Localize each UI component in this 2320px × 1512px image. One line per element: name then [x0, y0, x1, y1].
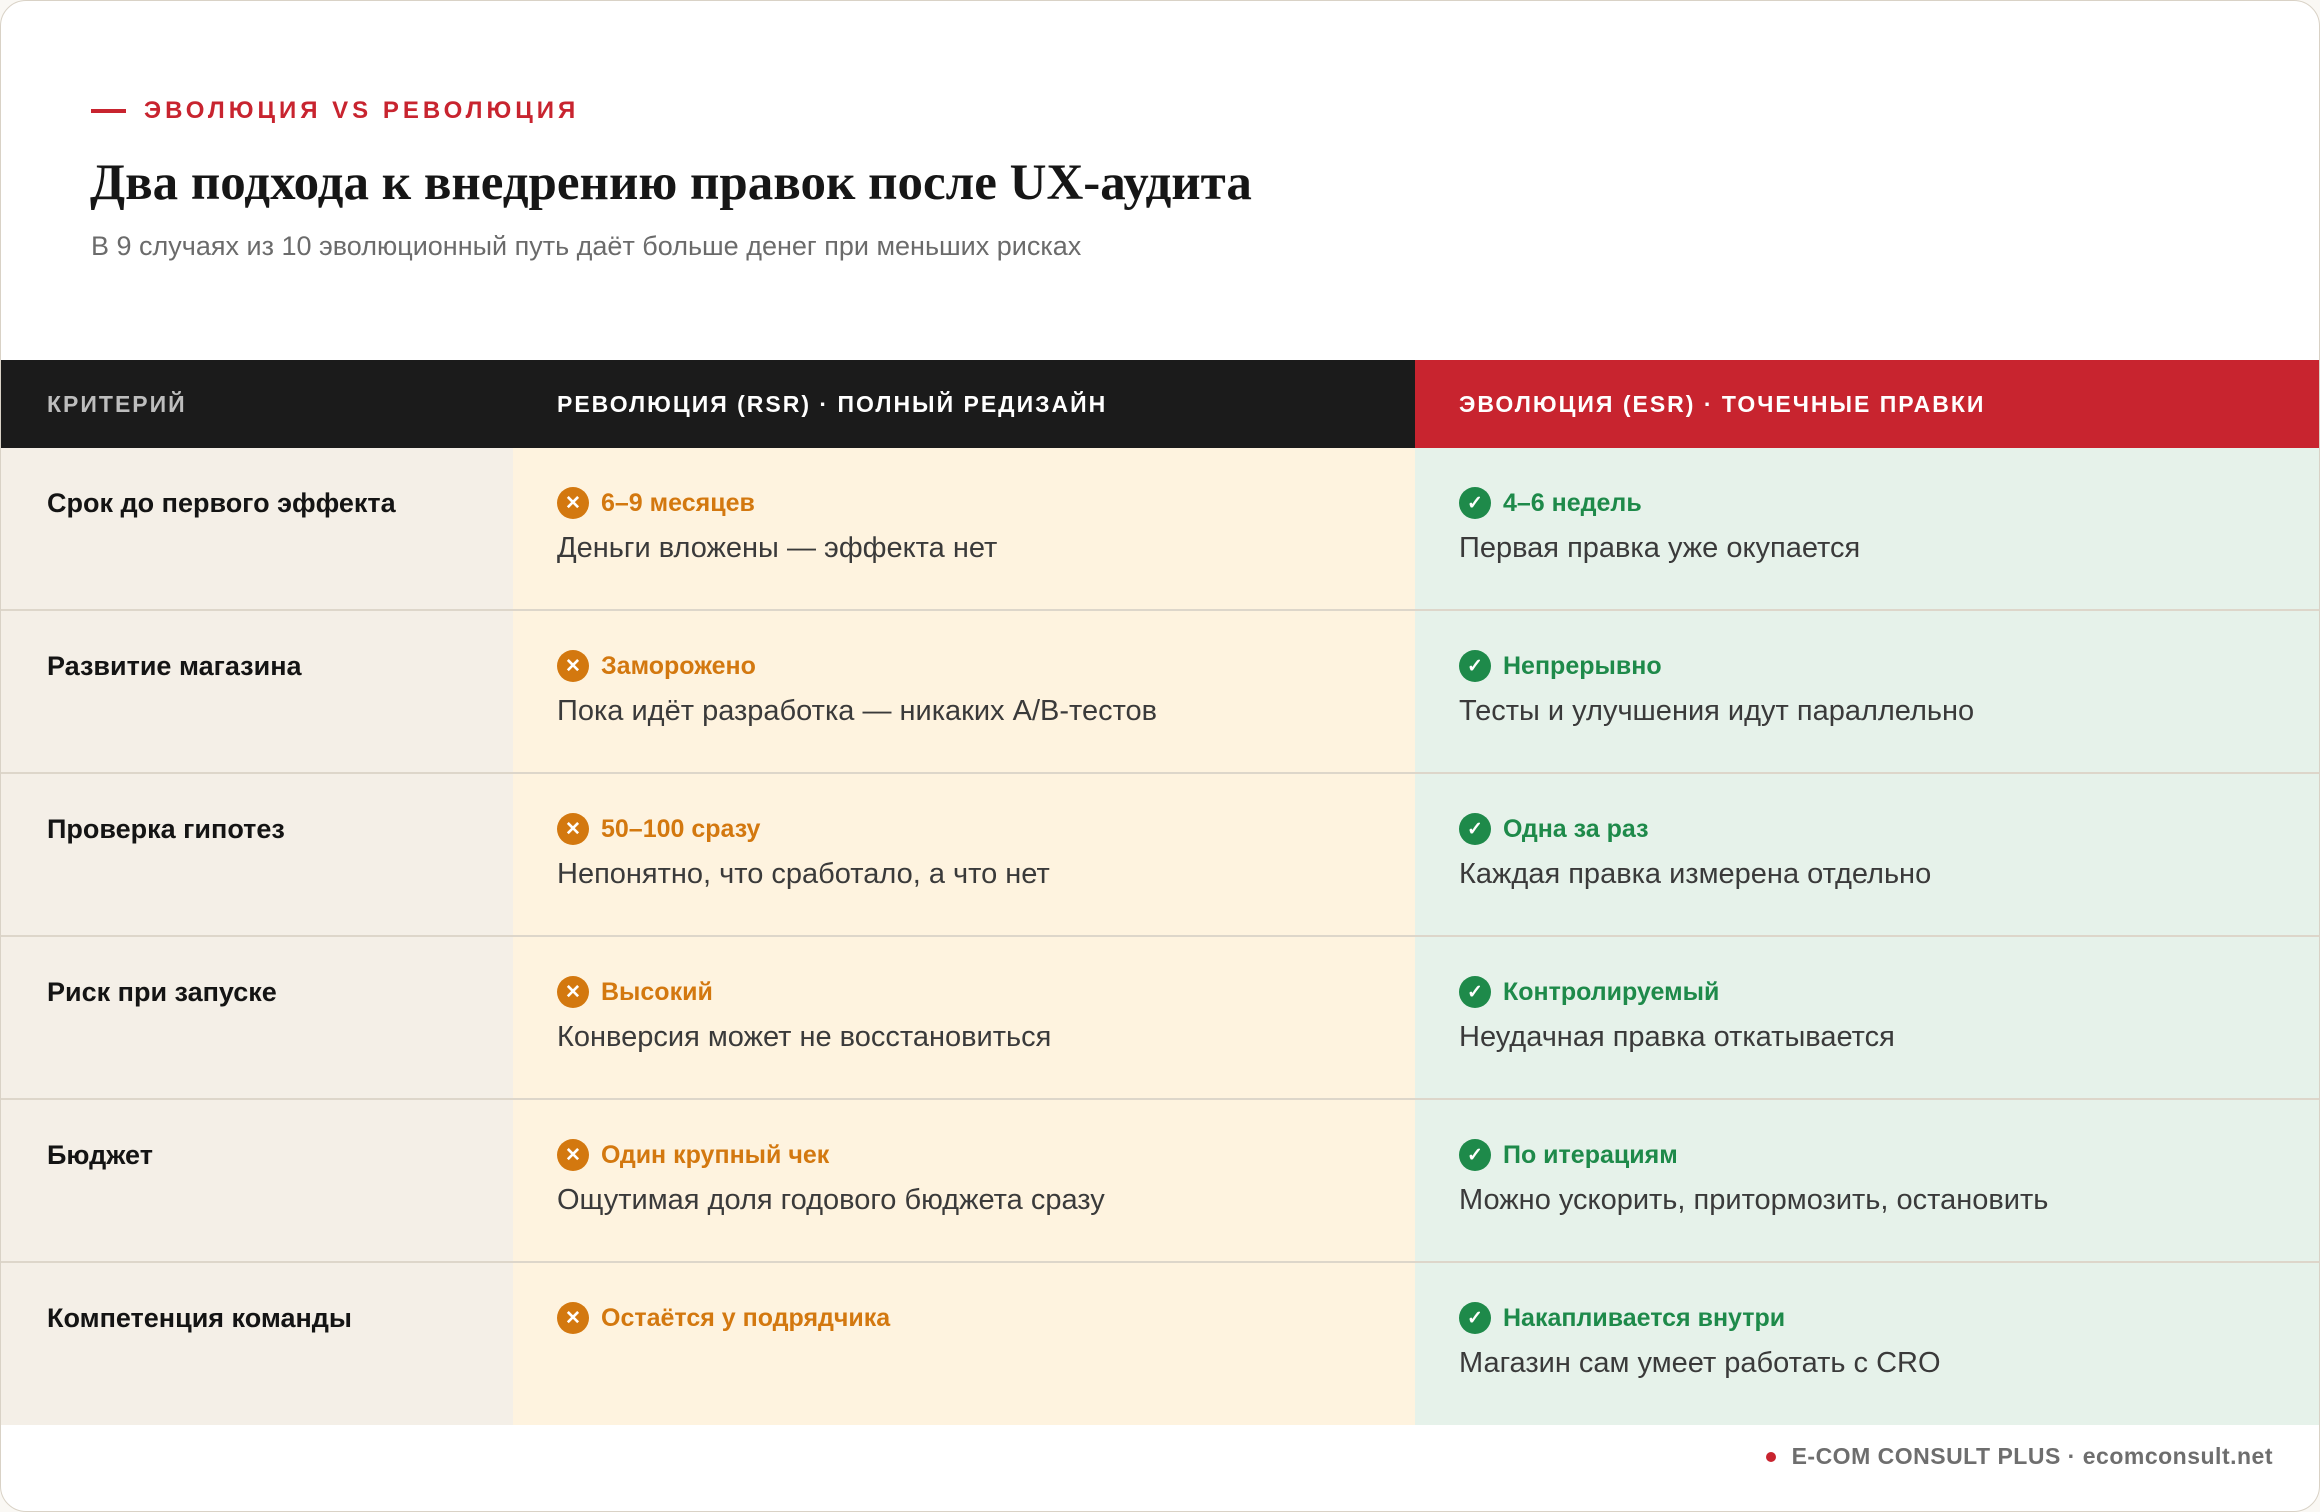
evolution-note: Первая правка уже окупается: [1459, 532, 1861, 564]
evolution-cell: [1415, 774, 2319, 935]
check-circle-icon: ✓: [1459, 976, 1491, 1008]
check-circle-icon: ✓: [1459, 1302, 1491, 1334]
evolution-verdict: [1459, 649, 2319, 683]
revolution-verdict: [557, 812, 1415, 846]
page-title: Два подхода к внедрению правок после UX-аудита: [90, 155, 1252, 211]
evolution-cell: [1415, 1263, 2319, 1425]
cross-circle-icon: ✕: [557, 813, 589, 845]
table-row: [1, 1100, 2319, 1263]
criterion-label: Бюджет: [47, 1140, 153, 1170]
evolution-verdict: [1459, 486, 2319, 520]
cross-circle-icon: ✕: [557, 1302, 589, 1334]
verdict-label: Один крупный чек: [601, 1140, 830, 1169]
verdict-label: Высокий: [601, 977, 713, 1006]
table-row: [1, 448, 2319, 611]
revolution-verdict: [557, 1138, 1415, 1172]
check-circle-icon: ✓: [1459, 1139, 1491, 1171]
evolution-cell: [1415, 448, 2319, 609]
criterion-cell: [1, 448, 513, 609]
check-circle-icon: ✓: [1459, 650, 1491, 682]
revolution-verdict: [557, 649, 1415, 683]
verdict-label: Непрерывно: [1503, 651, 1662, 680]
verdict-label: 4–6 недель: [1503, 488, 1642, 517]
revolution-cell: [513, 1100, 1415, 1261]
cross-circle-icon: ✕: [557, 650, 589, 682]
revolution-cell: [513, 1263, 1415, 1425]
eyebrow-label: ЭВОЛЮЦИЯ VS РЕВОЛЮЦИЯ: [144, 97, 580, 124]
evolution-verdict: [1459, 975, 2319, 1009]
revolution-cell: [513, 448, 1415, 609]
evolution-cell: [1415, 611, 2319, 772]
check-circle-icon: ✓: [1459, 813, 1491, 845]
revolution-verdict: [557, 486, 1415, 520]
eyebrow-accent-line: [91, 109, 126, 113]
comparison-table: [1, 360, 2319, 1425]
column-header-criterion: КРИТЕРИЙ: [1, 360, 513, 448]
verdict-label: 50–100 сразу: [601, 814, 761, 843]
criterion-label: Проверка гипотез: [47, 814, 285, 844]
revolution-cell: [513, 611, 1415, 772]
revolution-note: Непонятно, что сработало, а что нет: [557, 858, 1050, 890]
criterion-cell: [1, 1263, 513, 1425]
revolution-cell: [513, 774, 1415, 935]
cross-circle-icon: ✕: [557, 1139, 589, 1171]
table-header: [1, 360, 2319, 448]
criterion-cell: [1, 774, 513, 935]
verdict-label: 6–9 месяцев: [601, 488, 755, 517]
table-row: [1, 1263, 2319, 1425]
table-row: [1, 774, 2319, 937]
evolution-verdict: [1459, 1138, 2319, 1172]
verdict-label: Накапливается внутри: [1503, 1303, 1786, 1332]
verdict-label: Остаётся у подрядчика: [601, 1303, 891, 1332]
evolution-cell: [1415, 937, 2319, 1098]
cross-circle-icon: ✕: [557, 487, 589, 519]
verdict-label: Контролируемый: [1503, 977, 1720, 1006]
table-row: [1, 937, 2319, 1100]
criterion-cell: [1, 611, 513, 772]
table-row: [1, 611, 2319, 774]
revolution-note: Пока идёт разработка — никаких A/B-тестов: [557, 695, 1158, 727]
evolution-note: Каждая правка измерена отдельно: [1459, 858, 1932, 890]
revolution-verdict: [557, 975, 1415, 1009]
check-circle-icon: ✓: [1459, 487, 1491, 519]
criterion-cell: [1, 1100, 513, 1261]
criterion-label: Срок до первого эффекта: [47, 488, 396, 518]
column-header-revolution: РЕВОЛЮЦИЯ (RSR) · ПОЛНЫЙ РЕДИЗАЙН: [513, 360, 1415, 448]
evolution-note: Тесты и улучшения идут параллельно: [1459, 695, 1975, 727]
criterion-cell: [1, 937, 513, 1098]
revolution-cell: [513, 937, 1415, 1098]
revolution-note: Конверсия может не восстановиться: [557, 1021, 1052, 1053]
evolution-verdict: [1459, 1301, 2319, 1335]
evolution-note: Магазин сам умеет работать с CRO: [1459, 1347, 1941, 1379]
brand-dot-icon: [1766, 1452, 1776, 1462]
evolution-cell: [1415, 1100, 2319, 1261]
column-header-evolution: ЭВОЛЮЦИЯ (ESR) · ТОЧЕЧНЫЕ ПРАВКИ: [1415, 360, 2319, 448]
evolution-note: Неудачная правка откатывается: [1459, 1021, 1895, 1053]
criterion-label: Развитие магазина: [47, 651, 302, 681]
verdict-label: Одна за раз: [1503, 814, 1649, 843]
verdict-label: Заморожено: [601, 651, 756, 680]
criterion-label: Риск при запуске: [47, 977, 277, 1007]
verdict-label: По итерациям: [1503, 1140, 1678, 1169]
revolution-note: Ощутимая доля годового бюджета сразу: [557, 1184, 1105, 1216]
criterion-label: Компетенция команды: [47, 1303, 352, 1333]
page-subtitle: В 9 случаях из 10 эволюционный путь даёт больше денег при меньших рисках: [91, 231, 1082, 261]
evolution-verdict: [1459, 812, 2319, 846]
evolution-note: Можно ускорить, притормозить, остановить: [1459, 1184, 2049, 1216]
revolution-note: Деньги вложены — эффекта нет: [557, 532, 998, 564]
cross-circle-icon: ✕: [557, 976, 589, 1008]
footer-brand: [1766, 1443, 2273, 1470]
eyebrow: [91, 97, 579, 125]
revolution-verdict: [557, 1301, 1415, 1335]
footer-brand-text: E-COM CONSULT PLUS · ecomconsult.net: [1791, 1443, 2273, 1469]
